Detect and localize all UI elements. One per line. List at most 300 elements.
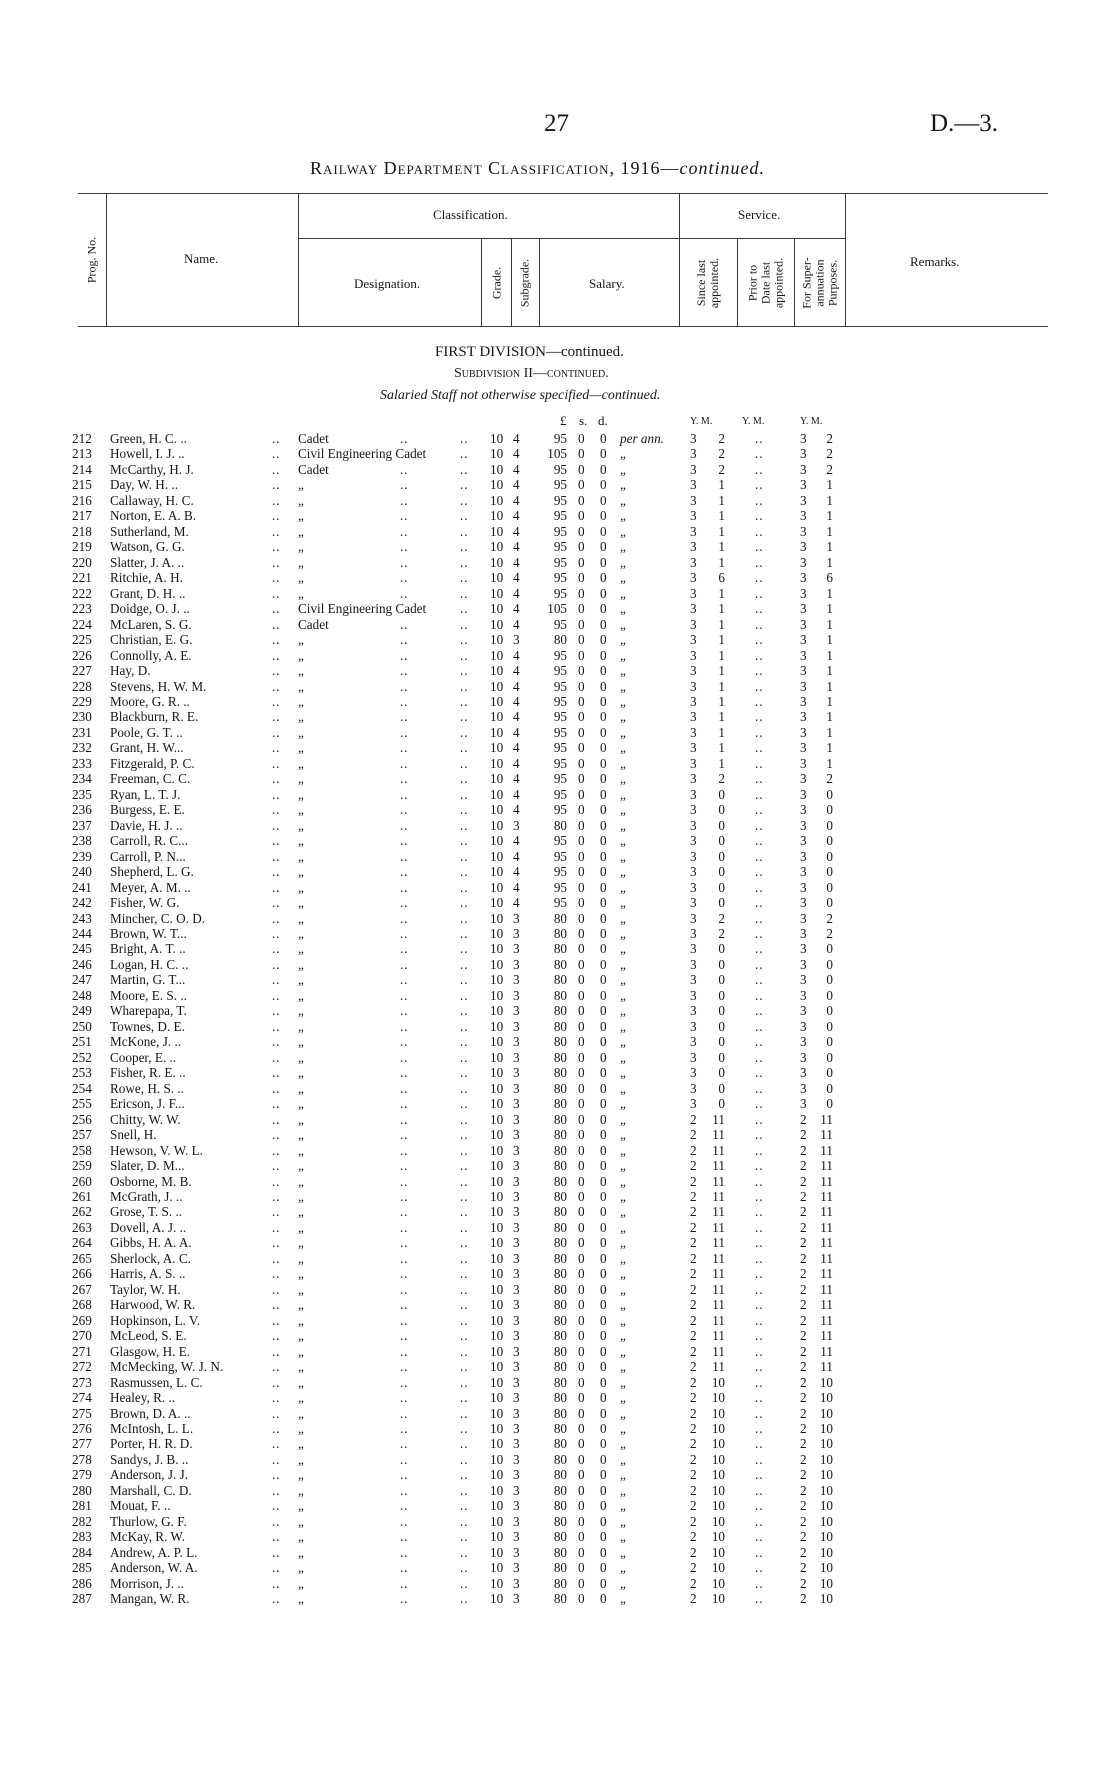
salary-pence: 0 (600, 1498, 607, 1514)
subgrade: 4 (513, 864, 520, 880)
subgrade: 4 (513, 833, 520, 849)
leader-dots: .. (400, 1513, 409, 1529)
leader-dots: .. (460, 755, 469, 771)
leader-dots: .. (755, 1018, 764, 1034)
salary-pence: 0 (600, 941, 607, 957)
super-months: 1 (826, 616, 833, 632)
since-months: 6 (718, 570, 725, 586)
leader-dots: .. (400, 987, 409, 1003)
grade: 10 (490, 956, 504, 972)
since-months: 11 (712, 1235, 725, 1251)
leader-dots: .. (272, 431, 281, 446)
grade: 10 (490, 632, 504, 648)
prog-number: 212 (72, 431, 92, 446)
column-divider (737, 239, 738, 326)
grade: 10 (490, 1003, 504, 1019)
heading-prefix: Railway Department Classification, 1916— (310, 158, 680, 178)
salary-pence: 0 (600, 1575, 607, 1591)
leader-dots: .. (272, 616, 281, 632)
staff-table-body (0, 431, 1114, 1607)
remarks-header: Remarks. (910, 254, 960, 269)
staff-title: Salaried Staff not otherwise specified—continued. (380, 388, 661, 403)
grade: 10 (490, 864, 504, 880)
grade: 10 (490, 1049, 504, 1065)
since-months: 11 (712, 1188, 725, 1204)
leader-dots: .. (272, 1235, 281, 1251)
subgrade: 3 (513, 1575, 520, 1591)
leader-dots: .. (400, 1575, 409, 1591)
leader-dots: .. (460, 647, 469, 663)
designation: „ (298, 1204, 304, 1220)
leader-dots: .. (755, 678, 764, 694)
super-months: 10 (819, 1467, 833, 1483)
designation: „ (298, 956, 304, 972)
leader-dots: .. (272, 570, 281, 586)
leader-dots: .. (460, 431, 469, 446)
staff-name: Sutherland, M. (110, 523, 189, 539)
subgrade: 4 (513, 802, 520, 818)
super-years: 3 (800, 539, 807, 555)
grade: 10 (490, 1266, 504, 1282)
subgrade: 3 (513, 1018, 520, 1034)
since-months: 0 (718, 848, 725, 864)
leader-dots: .. (755, 740, 764, 756)
grade: 10 (490, 1080, 504, 1096)
salary-pence: 0 (600, 1204, 607, 1220)
superannuation-header: For Super- annuation Purposes. (799, 257, 840, 309)
staff-name: Hopkinson, L. V. (110, 1312, 201, 1328)
staff-name: Shepherd, L. G. (110, 864, 194, 880)
grade: 10 (490, 1065, 504, 1081)
salary-pounds: 80 (553, 1065, 567, 1081)
since-years: 2 (690, 1421, 697, 1436)
salary-pounds: 80 (553, 941, 567, 957)
table-row (0, 1174, 1114, 1189)
designation: „ (298, 1421, 304, 1436)
prog-number: 242 (72, 895, 92, 911)
subgrade: 3 (513, 1158, 520, 1174)
leader-dots: .. (460, 1281, 469, 1297)
table-row (0, 740, 1114, 755)
salary-period: „ (620, 1343, 628, 1359)
salary-pence: 0 (600, 446, 607, 462)
super-months: 11 (820, 1343, 833, 1359)
super-years: 3 (800, 1065, 807, 1081)
super-months: 0 (826, 833, 833, 849)
designation: „ (298, 492, 304, 508)
super-years: 3 (800, 446, 807, 462)
salary-pence: 0 (600, 1188, 607, 1204)
prog-number: 266 (72, 1266, 92, 1282)
since-years: 2 (690, 1436, 697, 1452)
salary-shillings: 0 (578, 879, 585, 895)
super-years: 2 (800, 1544, 807, 1560)
leader-dots: .. (272, 1018, 281, 1034)
salary-period: „ (620, 1065, 628, 1081)
prog-number: 284 (72, 1544, 92, 1560)
salary-period: „ (620, 802, 628, 818)
leader-dots: .. (272, 601, 281, 617)
table-row (0, 1112, 1114, 1127)
since-years: 2 (690, 1343, 697, 1359)
table-row (0, 539, 1114, 554)
salary-shillings: 0 (578, 554, 585, 570)
grade: 10 (490, 1575, 504, 1591)
leader-dots: .. (460, 817, 469, 833)
super-years: 2 (800, 1482, 807, 1498)
salary-shillings: 0 (578, 1065, 585, 1081)
leader-dots: .. (400, 709, 409, 725)
salary-pence: 0 (600, 910, 607, 926)
since-years: 3 (690, 972, 697, 988)
leader-dots: .. (272, 647, 281, 663)
subgrade: 3 (513, 1235, 520, 1251)
leader-dots: .. (460, 601, 469, 617)
salary-period: „ (620, 895, 628, 911)
super-months: 11 (820, 1111, 833, 1127)
prog-number: 225 (72, 632, 92, 648)
leader-dots: .. (460, 740, 469, 756)
designation: „ (298, 1266, 304, 1282)
salary-pounds: 95 (553, 771, 567, 787)
staff-name: McMecking, W. J. N. (110, 1359, 224, 1375)
designation: „ (298, 539, 304, 555)
leader-dots: .. (400, 1173, 409, 1189)
super-years: 2 (800, 1142, 807, 1158)
salary-shillings: 0 (578, 987, 585, 1003)
leader-dots: .. (400, 461, 409, 477)
grade: 10 (490, 1560, 504, 1576)
subgrade: 3 (513, 817, 520, 833)
salary-pence: 0 (600, 1235, 607, 1251)
salary-pounds: 80 (553, 1111, 567, 1127)
since-years: 2 (690, 1127, 697, 1143)
grade: 10 (490, 1235, 504, 1251)
grade: 10 (490, 647, 504, 663)
leader-dots: .. (755, 1034, 764, 1050)
table-row (0, 1050, 1114, 1065)
since-years: 2 (690, 1405, 697, 1421)
salary-shillings: 0 (578, 523, 585, 539)
grade: 10 (490, 1250, 504, 1266)
salary-pounds: 80 (553, 1328, 567, 1344)
leader-dots: .. (755, 1080, 764, 1096)
super-years: 3 (800, 663, 807, 679)
grade: 10 (490, 895, 504, 911)
since-years: 3 (690, 461, 697, 477)
since-months: 11 (712, 1204, 725, 1220)
since-years: 2 (690, 1544, 697, 1560)
leader-dots: .. (272, 1467, 281, 1483)
super-months: 0 (826, 817, 833, 833)
prog-number: 244 (72, 926, 92, 941)
prog-number: 274 (72, 1390, 92, 1406)
leader-dots: .. (460, 1436, 469, 1452)
designation: „ (298, 1467, 304, 1483)
super-months: 0 (826, 879, 833, 895)
leader-dots: .. (755, 1451, 764, 1467)
salary-shillings: 0 (578, 941, 585, 957)
salary-pounds: 80 (553, 1049, 567, 1065)
salary-shillings: 0 (578, 1560, 585, 1576)
subgrade: 3 (513, 1204, 520, 1220)
super-months: 0 (826, 895, 833, 911)
salary-shillings: 0 (578, 1575, 585, 1591)
leader-dots: .. (272, 1049, 281, 1065)
subgrade: 4 (513, 740, 520, 756)
leader-dots: .. (400, 1188, 409, 1204)
prog-number: 229 (72, 693, 92, 709)
leader-dots: .. (400, 523, 409, 539)
leader-dots: .. (755, 1359, 764, 1375)
subgrade: 3 (513, 1591, 520, 1607)
super-months: 0 (826, 1049, 833, 1065)
leader-dots: .. (272, 910, 281, 926)
leader-dots: .. (400, 910, 409, 926)
staff-name: Anderson, J. J. (110, 1467, 189, 1483)
super-years: 2 (800, 1204, 807, 1220)
leader-dots: .. (755, 926, 764, 941)
salary-pounds: 95 (553, 709, 567, 725)
designation: „ (298, 1529, 304, 1545)
leader-dots: .. (272, 956, 281, 972)
column-divider (106, 194, 107, 326)
table-row (0, 756, 1114, 771)
table-row (0, 880, 1114, 895)
salary-pounds: 80 (553, 1529, 567, 1545)
salary-pounds: 80 (553, 1034, 567, 1050)
leader-dots: .. (460, 1390, 469, 1406)
staff-name: McIntosh, L. L. (110, 1421, 194, 1436)
prog-number: 261 (72, 1188, 92, 1204)
staff-name: Fitzgerald, P. C. (110, 755, 195, 771)
table-row (0, 477, 1114, 492)
since-years: 2 (690, 1498, 697, 1514)
salary-pounds: 80 (553, 1498, 567, 1514)
leader-dots: .. (272, 864, 281, 880)
leader-dots: .. (755, 1266, 764, 1282)
leader-dots: .. (755, 585, 764, 601)
prog-number: 220 (72, 554, 92, 570)
leader-dots: .. (272, 1482, 281, 1498)
salary-pounds: 95 (553, 864, 567, 880)
staff-name: Ericson, J. F... (110, 1096, 185, 1112)
salary-pence: 0 (600, 461, 607, 477)
staff-name: Poole, G. T. .. (110, 724, 183, 740)
leader-dots: .. (460, 895, 469, 911)
super-months: 10 (819, 1405, 833, 1421)
grade: 10 (490, 1111, 504, 1127)
since-months: 11 (712, 1281, 725, 1297)
salary-shillings: 0 (578, 1158, 585, 1174)
grade: 10 (490, 523, 504, 539)
super-months: 0 (826, 802, 833, 818)
prog-number: 249 (72, 1003, 92, 1019)
salary-pounds: 80 (553, 1281, 567, 1297)
subgrade: 3 (513, 1343, 520, 1359)
salary-shillings: 0 (578, 1266, 585, 1282)
leader-dots: .. (272, 926, 281, 941)
staff-name: Mangan, W. R. (110, 1591, 190, 1607)
salary-pounds: 95 (553, 461, 567, 477)
since-years: 3 (690, 709, 697, 725)
subgrade: 3 (513, 632, 520, 648)
since-years: 3 (690, 786, 697, 802)
salary-shillings: 0 (578, 1312, 585, 1328)
leader-dots: .. (400, 431, 409, 446)
prog-number: 281 (72, 1498, 92, 1514)
leader-dots: .. (460, 446, 469, 462)
designation: „ (298, 1405, 304, 1421)
table-row (0, 431, 1114, 446)
since-years: 2 (690, 1591, 697, 1607)
leader-dots: .. (460, 1204, 469, 1220)
salary-period: „ (620, 1436, 628, 1452)
salary-shillings: 0 (578, 755, 585, 771)
salary-pence: 0 (600, 1421, 607, 1436)
leader-dots: .. (755, 817, 764, 833)
grade: 10 (490, 1529, 504, 1545)
super-months: 10 (819, 1482, 833, 1498)
designation: „ (298, 1575, 304, 1591)
salary-shillings: 0 (578, 678, 585, 694)
staff-name: Marshall, C. D. (110, 1482, 192, 1498)
since-months: 1 (718, 663, 725, 679)
leader-dots: .. (755, 1312, 764, 1328)
subgrade: 4 (513, 570, 520, 586)
super-months: 1 (826, 678, 833, 694)
leader-dots: .. (755, 1158, 764, 1174)
salary-pounds: 80 (553, 1482, 567, 1498)
leader-dots: .. (755, 1405, 764, 1421)
since-months: 10 (711, 1390, 725, 1406)
subgrade: 3 (513, 1421, 520, 1436)
grade: 10 (490, 1359, 504, 1375)
salary-shillings: 0 (578, 1049, 585, 1065)
since-months: 0 (718, 864, 725, 880)
salary-pounds: 80 (553, 1451, 567, 1467)
salary-pence: 0 (600, 1390, 607, 1406)
since-years: 3 (690, 956, 697, 972)
designation: „ (298, 1560, 304, 1576)
leader-dots: .. (400, 1127, 409, 1143)
leader-dots: .. (755, 508, 764, 524)
salary-pounds: 80 (553, 987, 567, 1003)
leader-dots: .. (400, 1204, 409, 1220)
prog-number: 223 (72, 601, 92, 617)
salary-shillings: 0 (578, 786, 585, 802)
prog-number: 231 (72, 724, 92, 740)
staff-name: Grant, D. H. .. (110, 585, 186, 601)
table-row (0, 1359, 1114, 1374)
salary-shillings: 0 (578, 1173, 585, 1189)
grade: 10 (490, 1158, 504, 1174)
table-row (0, 1204, 1114, 1219)
since-months: 11 (712, 1297, 725, 1313)
salary-pence: 0 (600, 1544, 607, 1560)
staff-name: Osborne, M. B. (110, 1173, 192, 1189)
leader-dots: .. (272, 802, 281, 818)
salary-period: „ (620, 1560, 628, 1576)
salary-shillings: 0 (578, 693, 585, 709)
salary-shillings: 0 (578, 663, 585, 679)
leader-dots: .. (460, 554, 469, 570)
prog-number: 230 (72, 709, 92, 725)
salary-period: „ (620, 1142, 628, 1158)
prog-number: 271 (72, 1343, 92, 1359)
leader-dots: .. (755, 1096, 764, 1112)
super-years: 3 (800, 492, 807, 508)
leader-dots: .. (400, 1111, 409, 1127)
salary-pence: 0 (600, 477, 607, 493)
since-years: 3 (690, 987, 697, 1003)
prog-number: 287 (72, 1591, 92, 1607)
leader-dots: .. (755, 492, 764, 508)
super-months: 0 (826, 786, 833, 802)
since-years: 2 (690, 1482, 697, 1498)
since-years: 3 (690, 477, 697, 493)
salary-shillings: 0 (578, 956, 585, 972)
subgrade: 3 (513, 1482, 520, 1498)
super-months: 10 (819, 1498, 833, 1514)
salary-pence: 0 (600, 1451, 607, 1467)
division-title: FIRST DIVISION—continued. (435, 344, 624, 360)
leader-dots: .. (400, 1328, 409, 1344)
leader-dots: .. (400, 1158, 409, 1174)
leader-dots: .. (400, 585, 409, 601)
leader-dots: .. (755, 570, 764, 586)
salary-pounds: 80 (553, 1297, 567, 1313)
super-years: 3 (800, 1096, 807, 1112)
leader-dots: .. (460, 864, 469, 880)
table-row (0, 957, 1114, 972)
leader-dots: .. (272, 1158, 281, 1174)
prog-number: 247 (72, 972, 92, 988)
since-months: 0 (718, 1018, 725, 1034)
since-months: 1 (718, 508, 725, 524)
since-years: 3 (690, 693, 697, 709)
leader-dots: .. (755, 1142, 764, 1158)
leader-dots: .. (755, 1591, 764, 1607)
since-months: 2 (718, 910, 725, 926)
super-years: 3 (800, 817, 807, 833)
super-years: 3 (800, 1003, 807, 1019)
salary-shillings: 0 (578, 817, 585, 833)
salary-pounds: 80 (553, 910, 567, 926)
super-years: 3 (800, 647, 807, 663)
prog-number: 253 (72, 1065, 92, 1081)
leader-dots: .. (755, 833, 764, 849)
since-years: 2 (690, 1204, 697, 1220)
salary-pounds: 95 (553, 786, 567, 802)
since-years: 2 (690, 1158, 697, 1174)
leader-dots: .. (272, 1575, 281, 1591)
since-years: 3 (690, 647, 697, 663)
salary-period: „ (620, 941, 628, 957)
salary-period: „ (620, 585, 628, 601)
subgrade: 3 (513, 941, 520, 957)
grade: 10 (490, 1312, 504, 1328)
subgrade: 3 (513, 1312, 520, 1328)
leader-dots: .. (400, 755, 409, 771)
grade: 10 (490, 693, 504, 709)
salary-period: „ (620, 1018, 628, 1034)
prog-number: 279 (72, 1467, 92, 1483)
salary-period: „ (620, 1575, 628, 1591)
salary-pence: 0 (600, 987, 607, 1003)
prog-number: 273 (72, 1374, 92, 1390)
staff-name: Andrew, A. P. L. (110, 1544, 198, 1560)
